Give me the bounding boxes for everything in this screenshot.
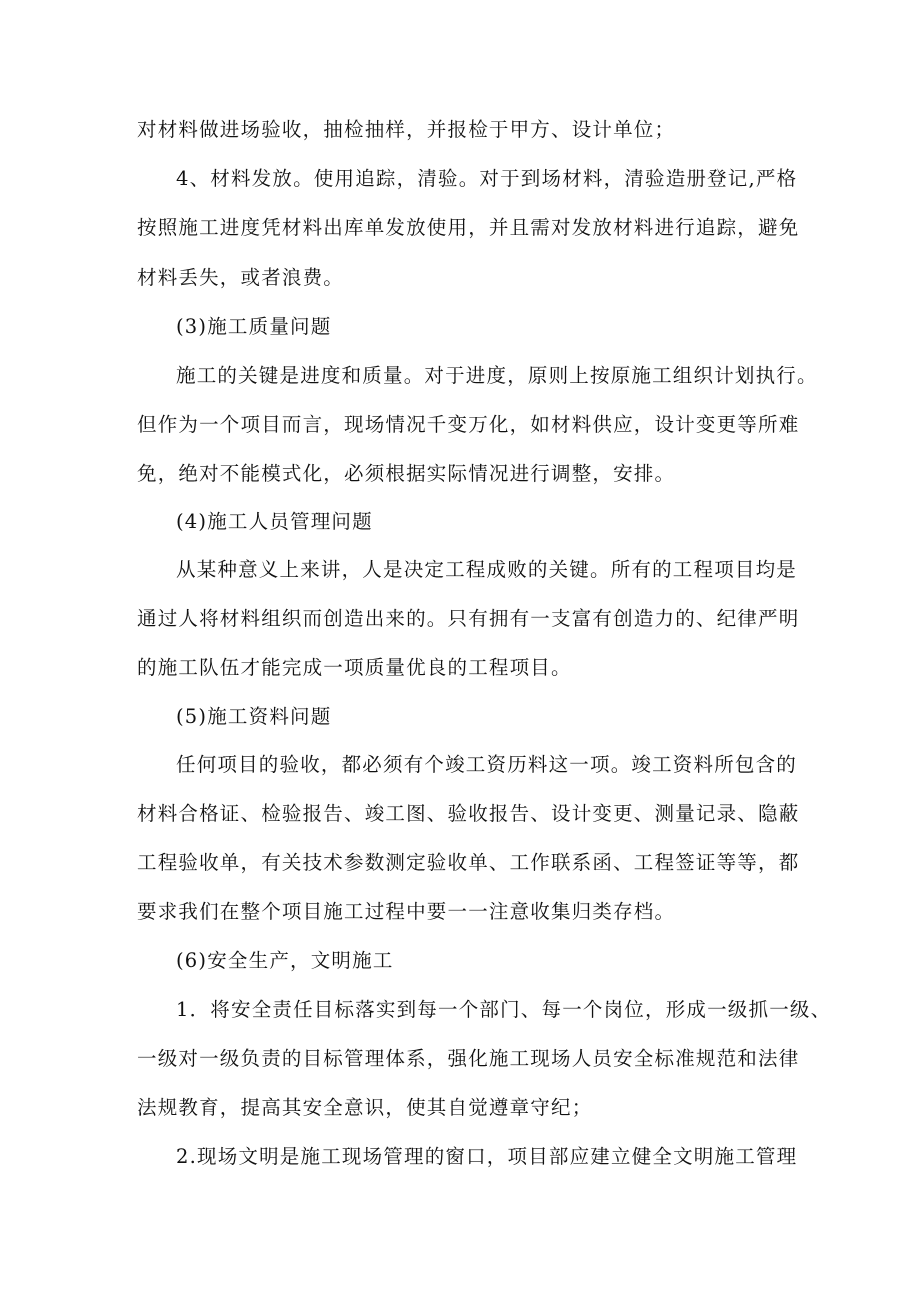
section-heading: (3)施工质量问题 — [176, 315, 332, 338]
text-line: 施工的关键是进度和质量。对于进度，原则上按原施工组织计划执行。 — [176, 364, 818, 387]
text-line: 免，绝对不能模式化，必须根据实际情况进行调整，安排。 — [137, 462, 676, 485]
section-heading: (6)安全生产，文明施工 — [176, 949, 394, 972]
text-line: 一级对一级负责的目标管理体系，强化施工现场人员安全标准规范和法律 — [137, 1047, 800, 1070]
text-line: 材料合格证、检验报告、竣工图、验收报告、设计变更、测量记录、隐蔽 — [137, 802, 800, 825]
text-line: 通过人将材料组织而创造出来的。只有拥有一支富有创造力的、纪律严明 — [137, 607, 800, 630]
text-line: 法规教育，提高其安全意识，使其自觉遵章守纪； — [137, 1096, 593, 1119]
text-line: 按照施工进度凭材料出库单发放使用，并且需对发放材料进行追踪，避免 — [137, 216, 800, 239]
text-line: 要求我们在整个项目施工过程中要一一注意收集归类存档。 — [137, 900, 676, 923]
text-line: 对材料做进场验收，抽检抽样，并报检于甲方、设计单位； — [137, 118, 676, 141]
text-line: 任何项目的验收，都必须有个竣工资历料这一项。竣工资料所包含的 — [176, 753, 798, 776]
text-line: 材料丢失，或者浪费。 — [137, 266, 345, 289]
section-heading: (5)施工资料问题 — [176, 705, 332, 728]
section-heading: (4)施工人员管理问题 — [176, 510, 373, 533]
text-line: 工程验收单，有关技术参数测定验收单、工作联系函、工程签证等等，都 — [137, 851, 800, 874]
text-line: 从某种意义上来讲，人是决定工程成败的关键。所有的工程项目均是 — [176, 558, 798, 581]
text-line: 但作为一个项目而言，现场情况千变万化，如材料供应，设计变更等所难 — [137, 413, 800, 436]
text-line: 4、材料发放。使用追踪，清验。对于到场材料，清验造册登记,严格 — [176, 167, 798, 190]
text-line: 1．将安全责任目标落实到每一个部门、每一个岗位，形成一级抓一级、 — [176, 998, 832, 1021]
text-line: 的施工队伍才能完成一项质量优良的工程项目。 — [137, 656, 572, 679]
text-line: 2.现场文明是施工现场管理的窗口，项目部应建立健全文明施工管理 — [176, 1145, 798, 1168]
